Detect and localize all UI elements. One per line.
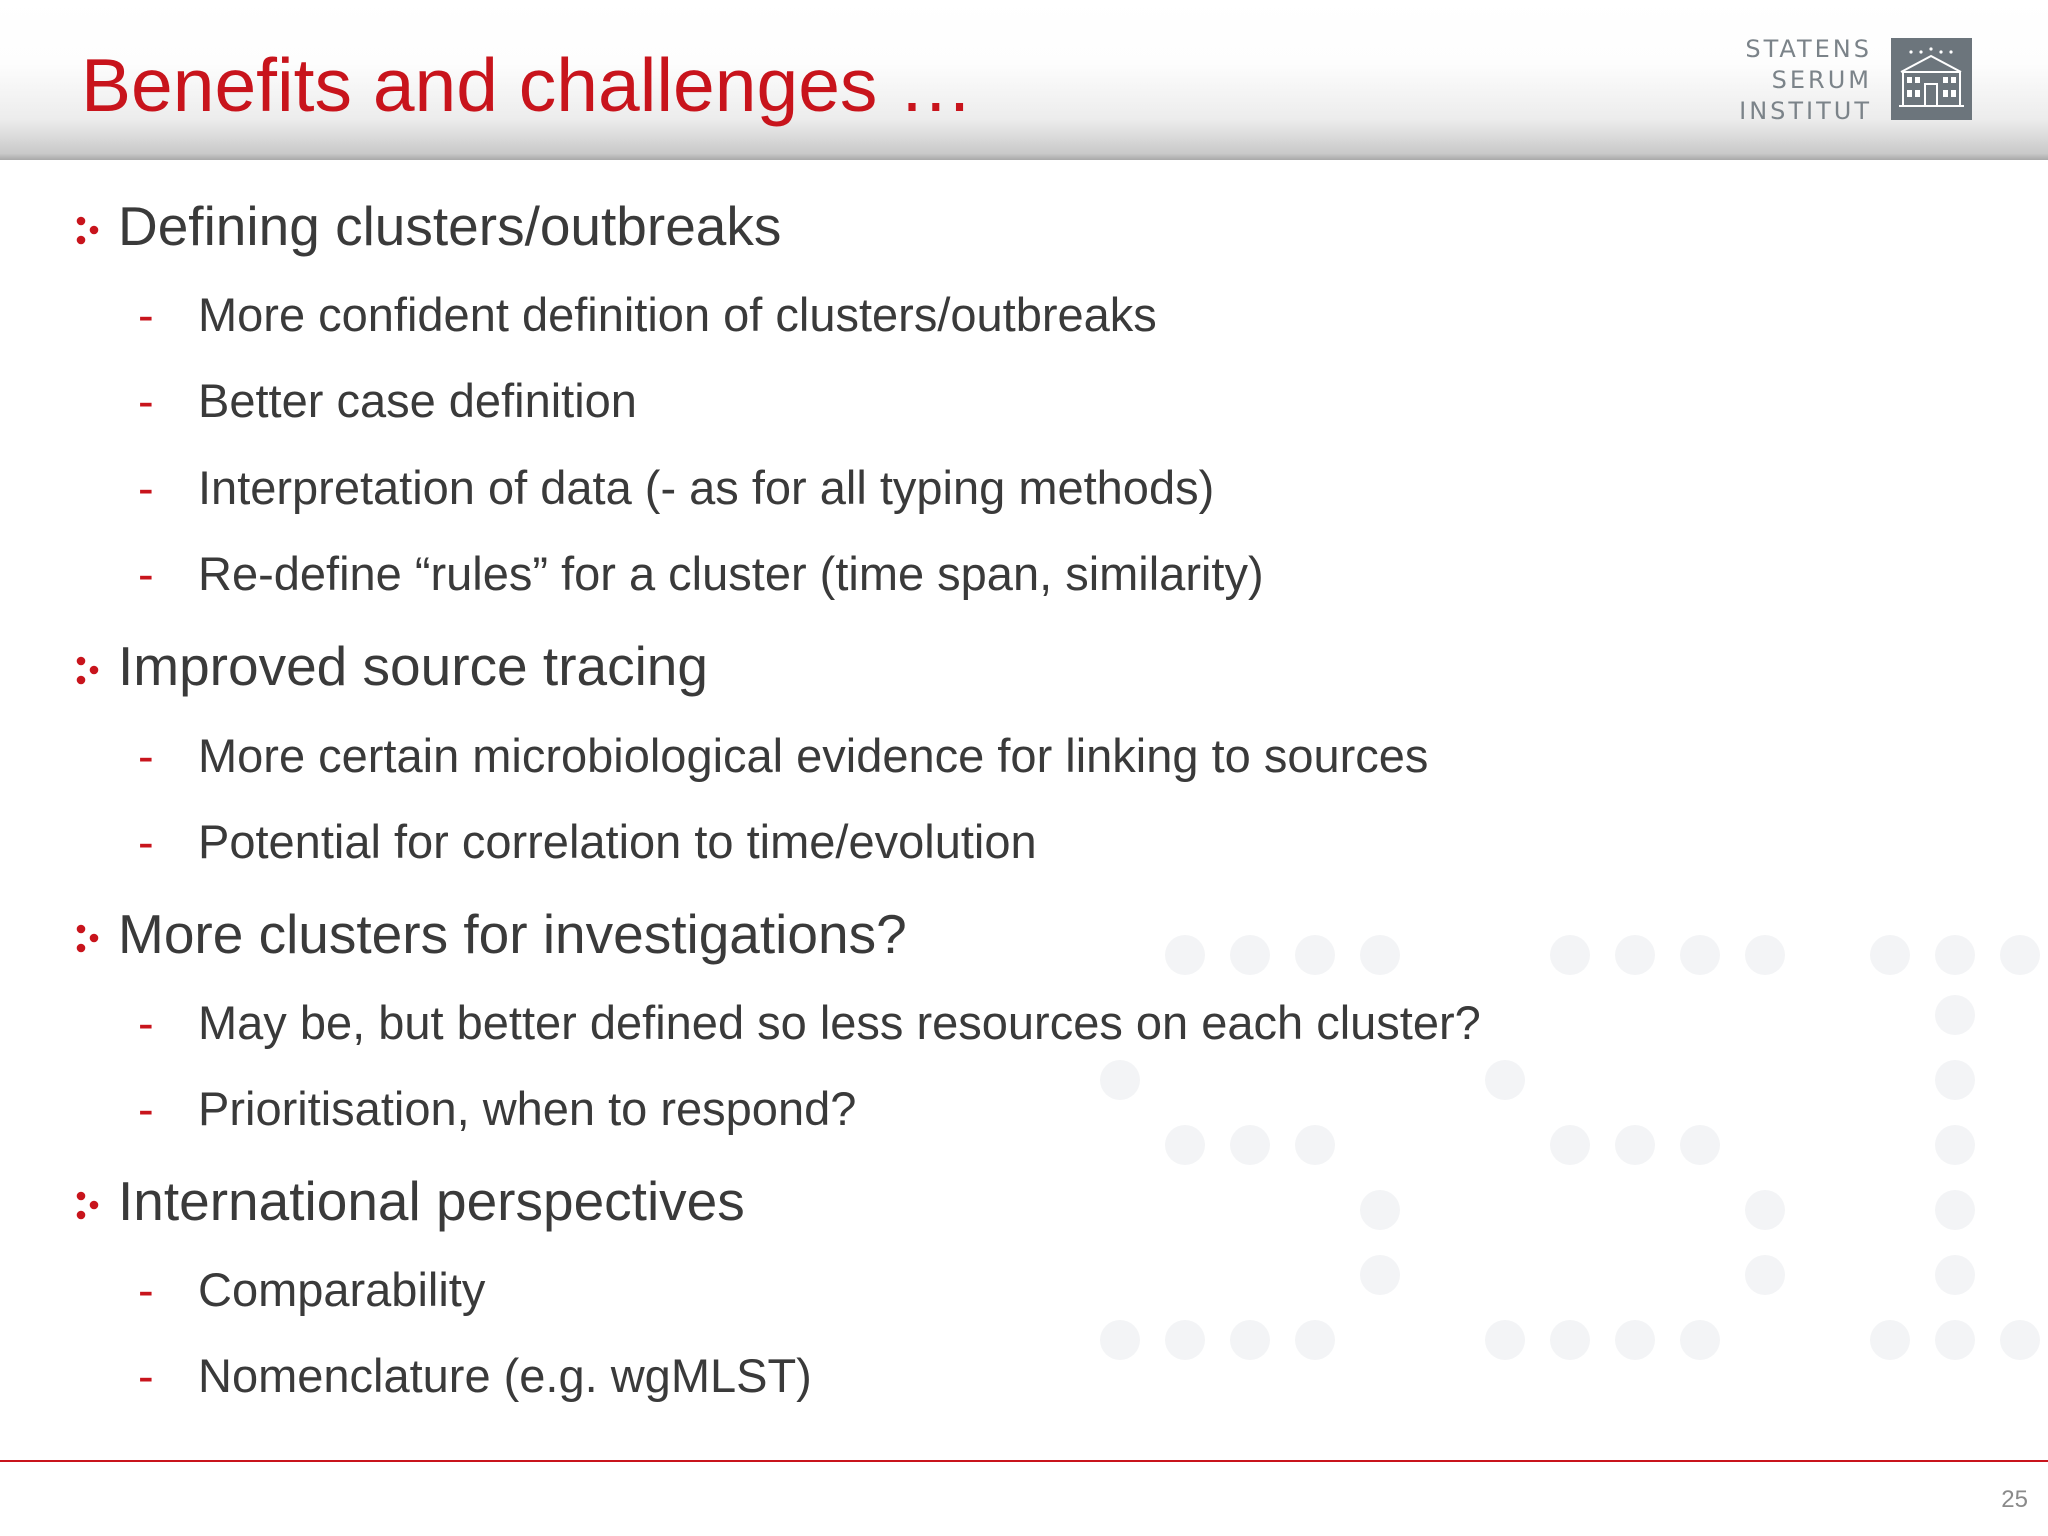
footer-divider [0, 1460, 2048, 1462]
dot-bullet-icon [75, 216, 101, 246]
list-item-text: Prioritisation, when to respond? [198, 1082, 857, 1135]
section-heading-text: More clusters for investigations? [118, 903, 907, 965]
dash-bullet: - [138, 996, 154, 1049]
logo-line-2: SERUM [1771, 66, 1872, 94]
dot-bullet-icon [75, 924, 101, 954]
logo-line-3: INSTITUT [1739, 97, 1872, 125]
list-item-text: Re-define “rules” for a cluster (time span, similarity) [198, 547, 1264, 600]
slide-title: Benefits and challenges … [81, 43, 974, 127]
list-item-text: Interpretation of data (- as for all typing methods) [198, 461, 1215, 514]
list-item-text: Better case definition [198, 374, 637, 427]
dash-bullet: - [138, 1263, 154, 1316]
list-item-text: May be, but better defined so less resources on each cluster? [198, 996, 1481, 1049]
list-item-text: More certain microbiological evidence for linking to sources [198, 729, 1429, 782]
page-number: 25 [2001, 1486, 2028, 1513]
dash-bullet: - [138, 729, 154, 782]
list-item-text: Nomenclature (e.g. wgMLST) [198, 1349, 812, 1402]
dot-bullet-icon [75, 1191, 101, 1221]
logo-line-1: STATENS [1745, 35, 1872, 63]
list-item-text: Potential for correlation to time/evolution [198, 815, 1037, 868]
dash-bullet: - [138, 1349, 154, 1402]
dash-bullet: - [138, 461, 154, 514]
section-heading-text: Improved source tracing [118, 635, 708, 697]
dash-bullet: - [138, 815, 154, 868]
dot-bullet-icon [75, 656, 101, 686]
list-item-text: More confident definition of clusters/outbreaks [198, 288, 1157, 341]
dash-bullet: - [138, 288, 154, 341]
section-heading-text: International perspectives [118, 1170, 745, 1232]
list-item-text: Comparability [198, 1263, 486, 1316]
dash-bullet: - [138, 547, 154, 600]
section-heading-text: Defining clusters/outbreaks [118, 195, 782, 257]
dash-bullet: - [138, 374, 154, 427]
dash-bullet: - [138, 1082, 154, 1135]
